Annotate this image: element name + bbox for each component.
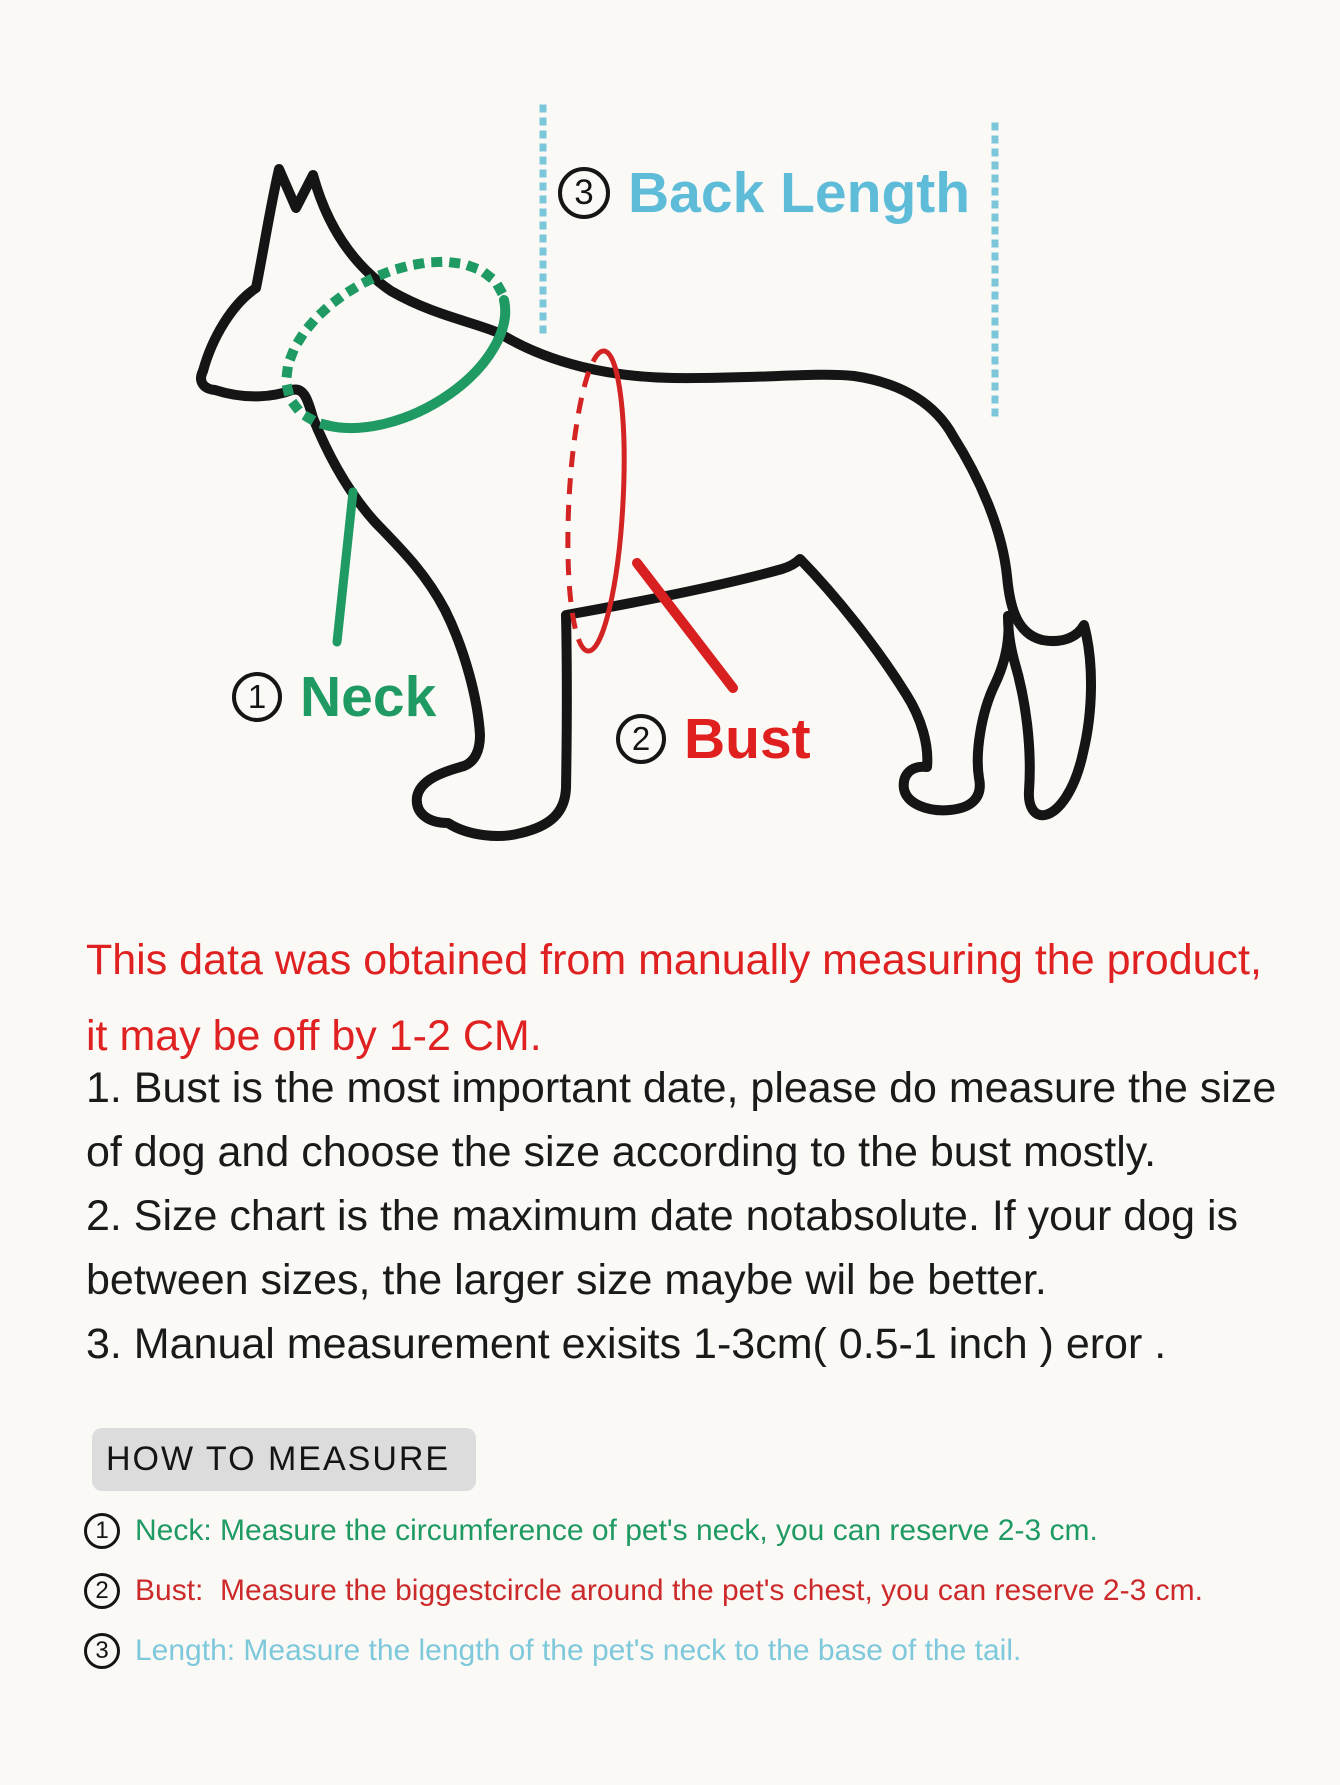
step-neck-text: Neck: Measure the circumference of pet's neck, you can reserve 2-3 cm. [135,1513,1098,1547]
neck-ellipse-dotted-arc [287,262,504,425]
notice-line-2: it may be off by 1-2 CM. [86,1012,542,1060]
notes-line-5: 3. Manual measurement exisits 1-3cm( 0.5-1 inch ) eror . [86,1320,1167,1368]
step-length [84,1632,1304,1669]
notes-line-3: 2. Size chart is the maximum date notabsolute. If your dog is [86,1192,1239,1240]
step-length-text: Length: Measure the length of the pet's neck to the base of the tail. [135,1633,1022,1667]
neck-label [232,664,436,730]
back-length-number-circle: 3 [558,167,610,219]
step-neck [84,1512,1304,1549]
bust-label [616,706,811,772]
how-to-measure-steps [84,1512,1304,1692]
neck-label-text: Neck [300,665,437,729]
notes-line-2: of dog and choose the size according to the bust mostly. [86,1128,1157,1176]
neck-number-circle: 1 [232,672,282,722]
how-to-measure-heading: HOW TO MEASURE [92,1428,476,1491]
step-neck-number-circle: 1 [84,1513,120,1549]
notes-line-1: 1. Bust is the most important date, please do measure the size [86,1064,1277,1112]
notes-line-4: between sizes, the larger size maybe wil be better. [86,1256,1047,1304]
dog-body-legs-outline [201,371,1008,836]
sizing-notes [86,1056,1296,1376]
bust-number-circle: 2 [616,714,666,764]
step-bust-text: Bust: Measure the biggestcircle around the pet's chest, you can reserve 2-3 cm. [135,1573,1203,1607]
back-length-label-text: Back Length [628,161,971,225]
bust-label-text: Bust [684,707,811,771]
step-bust-number-circle: 2 [84,1573,120,1609]
notice-line-1: This data was obtained from manually measuring the product, [86,936,1262,984]
dog-measure-diagram [0,0,1340,880]
back-length-label [558,160,970,226]
step-length-number-circle: 3 [84,1633,120,1669]
neck-ellipse-solid-arc [326,300,505,428]
measurement-notice [86,922,1286,1074]
step-bust [84,1572,1304,1609]
neck-pointer-line [337,492,353,642]
